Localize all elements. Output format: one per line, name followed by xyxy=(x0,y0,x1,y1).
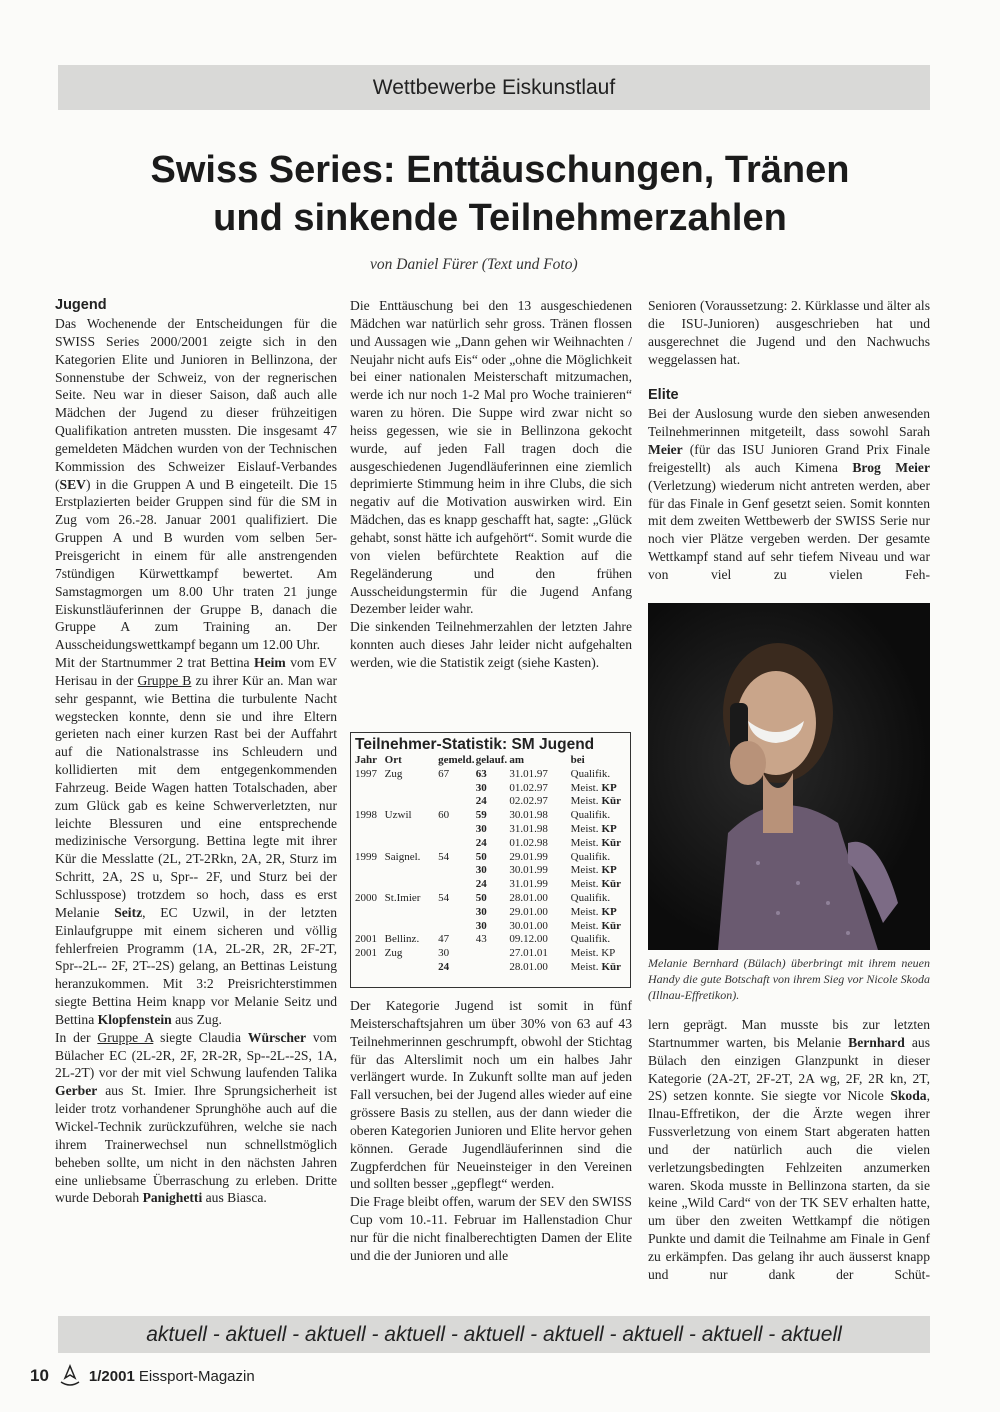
cell-bei xyxy=(571,851,630,865)
paragraph xyxy=(648,1016,930,1284)
bold-name: Gerber xyxy=(55,1083,98,1099)
cell-am: 01.02.97 xyxy=(509,781,548,794)
cell-gemeld xyxy=(438,795,476,809)
text-run: (Verletzung) wiederum nicht antreten werden, aber für das Finale in Genf gesetzt seien. Somit konnten mit dem zweiten Wettbewerb der SWISS Serie nur noch vier Plätze vergeben werden. Der gesamte Wettkampf stand auf sehr tiefem Niveau und war von viel zu vielen Feh- xyxy=(648,477,930,582)
article-title xyxy=(0,146,1000,242)
text-run: Die Enttäuschung bei den 13 ausgeschiedenen Mädchen war natürlich sehr gross. Tränen flossen und Aussagen wie „Dann gehen wir Weihnachten / Neujahr nicht aufs Eis“ oder „ohne die Möglichkeit bei einer nationalen Meisterschaft mitzumachen, werde ich nur noch 1-2 Mal pro Woche trainieren“ waren zu hören. Die Suppe wird zwar nicht so heiss gegessen, wie sie in Bellinzona gekocht wurde, auf jeden Fall tragen doch die ausgeschiedenen Jugendläuferinnen eine ziemlich deprimierte Stimmung heim in ihre Clubs, die sich negativ auf die Motivation auswirken wird. Ein Mädchen, das es knapp geschafft hat, sagte: „Glück gehabt, sonst hätte ich aufgehört“. Somit wurde die von vielen befürchtete Reaktion auf die Regeländerung und den frühen Ausscheidungstermin für die Jugend Anfang Dezember leider wahr. xyxy=(350,298,632,617)
text-run: , Ilnau-Effretikon, der die Ärzte wegen ihrer Fussverletzung von einem Start abgeraten hatten und der natürlich auch die vielen verletzungsbedingten Fehlzeiten anzumerken waren. Skoda musste in Bellinzona starten, da sie keine „Wild Card“ von der TK SEV erhalten hatte, um über den zweiten Wettkampf die nötigen Punkte und damit die Teilnahme am Finale in Genf zu erkämpfen. Das gelang ihr auch äusserst knapp und nur dank der Schüt- xyxy=(648,1088,930,1282)
paragraph xyxy=(55,315,337,654)
cell-program: KP xyxy=(601,781,617,794)
cell-am: 09.12.00 xyxy=(509,933,548,946)
table-row xyxy=(351,864,630,878)
cell-bei-text: Qualifik. xyxy=(570,767,611,780)
cell-gelauf: 24 xyxy=(475,878,487,891)
cell-bei xyxy=(571,947,630,961)
column-2-bottom xyxy=(350,997,632,1265)
banner-text: aktuell - aktuell - aktuell - aktuell - aktuell - aktuell - aktuell - aktuell - aktuell xyxy=(146,1322,842,1346)
bold-name: Brog Meier xyxy=(852,459,930,475)
text-run: vom Bülacher EC (2L-2R, 2F, 2R-2R, Sp--2L--2S, 1A, 2L-2T) vor der mit viel Schwung laufenden Talika xyxy=(55,1029,337,1081)
cell-bei xyxy=(571,782,630,796)
cell-gelauf: 30 xyxy=(475,905,487,918)
cell-jahr xyxy=(355,878,385,892)
cell-gemeld: 47 xyxy=(438,933,450,946)
text-run: (für das ISU Junioren Grand Prix Finale freigestellt) als auch Kimena xyxy=(648,442,930,475)
page-number: 10 xyxy=(30,1366,49,1385)
bold-name: Klopfenstein xyxy=(97,1011,172,1027)
cell-bei xyxy=(571,809,630,823)
cell-ort xyxy=(385,795,438,809)
cell-am: 30.01.98 xyxy=(509,809,548,822)
cell-bei-text: Meist. xyxy=(570,836,599,849)
paragraph xyxy=(648,405,930,583)
cell-bei-text: Meist. xyxy=(570,864,599,877)
magazine-name: Eissport-Magazin xyxy=(138,1367,255,1385)
cell-bei-text: Meist. xyxy=(570,795,599,808)
col-header: gelauf. xyxy=(475,754,508,766)
cell-ort xyxy=(385,782,438,796)
cell-jahr xyxy=(355,961,385,975)
text-run: Mit der Startnummer 2 trat Bettina xyxy=(55,655,255,671)
column-1 xyxy=(55,296,337,1207)
cell-gemeld xyxy=(438,837,476,851)
cell-jahr: 2001 xyxy=(355,947,377,960)
cell-gelauf: 50 xyxy=(475,891,487,904)
cell-am: 31.01.98 xyxy=(509,822,548,835)
cell-gelauf: 30 xyxy=(475,781,487,794)
bold-name: Würscher xyxy=(247,1029,306,1045)
cell-gelauf: 24 xyxy=(475,795,487,808)
cell-gemeld: 30 xyxy=(438,947,450,960)
bold-name: Meier xyxy=(648,442,683,458)
cell-program: Kür xyxy=(601,960,622,973)
cell-bei xyxy=(571,906,630,920)
title-line: und sinkende Teilnehmerzahlen xyxy=(213,197,787,239)
table-row xyxy=(351,809,630,823)
paragraph xyxy=(350,1193,632,1264)
cell-jahr: 2001 xyxy=(355,933,377,946)
col-header: am xyxy=(509,754,524,766)
cell-gelauf: 30 xyxy=(475,919,487,932)
bold-name: Skoda xyxy=(890,1088,927,1104)
cell-gemeld: 67 xyxy=(438,767,450,780)
text-run: Das Wochenende der Entscheidungen für die SWISS Series 2000/2001 zeigte sich in den Kategorien Elite und Junioren in Bellinzona, der Sonnenstube der Schweiz, von der regnerischen Seite. Neu war in dieser Saison, daß auch alle Mädchen der Jugend zu dieser frühzeitigen Qualifikation antreten mussten. Die insgesamt 47 gemeldeten Mädchen wurden von der Technischen Kommission des Schweizer Eislauf-Verbandes ( xyxy=(55,316,337,492)
cell-am: 27.01.01 xyxy=(509,947,548,960)
page-footer xyxy=(30,1364,255,1388)
text-run: Bei der Auslosung wurde den sieben anwesenden Teilnehmerinnen mitgeteilt, dass sowohl Sarah xyxy=(648,406,930,440)
cell-gemeld: 54 xyxy=(438,850,450,863)
cell-bei xyxy=(571,795,630,809)
cell-program: KP xyxy=(601,864,617,877)
cell-bei-text: Meist. KP xyxy=(570,947,616,960)
col-header: Jahr xyxy=(355,754,377,766)
cell-am: 31.01.99 xyxy=(509,878,548,891)
table-row xyxy=(351,961,630,975)
cell-am: 30.01.99 xyxy=(509,864,548,877)
table-row xyxy=(351,878,630,892)
bold-name: SEV xyxy=(59,476,86,492)
text-run: Der Kategorie Jugend ist somit in fünf Meisterschaftsjahren um über 30% von 63 auf 43 Teilnehmerinnen geschrumpft, obwohl der Stichtag für das Alterslimit noch um ein halbes Jahr verlängert wurde. In Zukunft sollte man auf jeden Fall versuchen, bei der Jugend alles wieder auf eine grössere Basis zu stellen, aus der dann wieder die oberen Kategorien Junioren und Elite hervor gehen können. Gerade Jugendläuferinnen sind die Zugpferdchen für Neueinsteiger in den Vereinen und sollten besser „gepflegt“ werden. xyxy=(350,998,632,1192)
cell-am: 28.01.00 xyxy=(509,891,548,904)
underlined-text: Gruppe A xyxy=(97,1029,154,1045)
text-run: In der xyxy=(55,1029,98,1045)
cell-gelauf xyxy=(476,961,510,975)
cell-bei xyxy=(571,768,630,782)
paragraph xyxy=(350,297,632,618)
cell-bei-text: Meist. xyxy=(570,781,599,794)
cell-ort: St.Imier xyxy=(384,891,421,904)
photo-caption: Melanie Bernhard (Bülach) überbringt mit ihrem neuen Handy die gute Botschaft von ihrem Sieg vor Nicole Skoda (Illnau-Effretikon). xyxy=(648,956,930,1002)
cell-jahr xyxy=(355,782,385,796)
cell-jahr xyxy=(355,906,385,920)
cell-gemeld xyxy=(438,920,476,934)
text-run: siegte Claudia xyxy=(153,1029,248,1045)
cell-gelauf: 63 xyxy=(475,767,487,780)
cell-bei-text: Qualifik. xyxy=(570,809,611,822)
cell-gemeld xyxy=(438,906,476,920)
cell-gelauf: 59 xyxy=(475,809,487,822)
heading-jugend: Jugend xyxy=(55,297,107,313)
cell-gemeld: 24 xyxy=(438,960,450,973)
underlined-text: Gruppe B xyxy=(137,672,192,688)
photo-melanie-bernhard xyxy=(648,603,930,950)
cell-jahr: 1997 xyxy=(355,767,377,780)
cell-ort xyxy=(385,906,438,920)
bold-name: Panighetti xyxy=(142,1190,203,1206)
cell-gemeld xyxy=(438,864,476,878)
cell-gelauf: 43 xyxy=(475,933,487,946)
cell-jahr xyxy=(355,837,385,851)
cell-ort: Bellinz. xyxy=(384,933,420,946)
cell-ort: Zug xyxy=(384,947,403,960)
cell-program: KP xyxy=(601,905,617,918)
cell-bei xyxy=(571,823,630,837)
cell-bei-text: Qualifik. xyxy=(570,850,611,863)
cell-ort xyxy=(385,961,438,975)
section-header-bar xyxy=(58,65,930,110)
cell-gelauf: 30 xyxy=(475,822,487,835)
text-run: vom EV Herisau in der xyxy=(55,655,337,688)
table-row xyxy=(351,837,630,851)
cell-am: 28.01.00 xyxy=(509,960,548,973)
column-3-top xyxy=(648,297,930,584)
cell-bei xyxy=(571,878,630,892)
cell-ort: Zug xyxy=(384,767,403,780)
cell-bei-text: Meist. xyxy=(570,960,599,973)
cell-am: 30.01.00 xyxy=(509,919,548,932)
cell-bei xyxy=(571,933,630,947)
column-2-top xyxy=(350,297,632,672)
title-line: Swiss Series: Enttäuschungen, Tränen xyxy=(150,149,850,191)
cell-ort xyxy=(385,823,438,837)
cell-program: KP xyxy=(601,822,617,835)
cell-jahr: 2000 xyxy=(355,891,377,904)
col-header: bei xyxy=(570,754,585,766)
cell-bei-text: Meist. xyxy=(570,878,599,891)
text-run: ) in die Gruppen A und B eingeteilt. Die 15 Erstplazierten beider Gruppen sind für die SM in Zug vom 26.-28. Januar 2001 qualifiziert. Die Gruppen A und B wurden vom selben 5er-Preisgericht in einem für alle anstrengenden 7stündigen Kürwettkampf bewertet. Am Samstagmorgen um 8.00 Uhr traten 21 junge Eiskunstläuferinnen der Gruppe B, danach die Gruppe A zum Training an. Der Ausscheidungswettkampf begann um 12.00 Uhr. xyxy=(55,476,337,653)
bold-name: Heim xyxy=(254,655,286,671)
bold-name: Bernhard xyxy=(848,1034,905,1050)
cell-bei-text: Qualifik. xyxy=(570,933,611,946)
col-header: Ort xyxy=(384,754,402,766)
table-row xyxy=(351,947,630,961)
paragraph xyxy=(350,997,632,1193)
cell-jahr xyxy=(355,920,385,934)
cell-gemeld: 54 xyxy=(438,891,450,904)
stats-table-title: Teilnehmer-Statistik: SM Jugend xyxy=(355,736,595,753)
cell-bei xyxy=(571,864,630,878)
table-row xyxy=(351,795,630,809)
text-run: lern geprägt. Man musste bis zur letzten Startnummer warten, bis Melanie xyxy=(648,1017,930,1050)
cell-gelauf: 24 xyxy=(475,836,487,849)
magazine-logo-icon xyxy=(57,1364,83,1388)
cell-bei-text: Meist. xyxy=(570,822,599,835)
cell-ort: Saignel. xyxy=(384,850,421,863)
cell-gelauf: 30 xyxy=(475,864,487,877)
cell-jahr: 1999 xyxy=(355,850,377,863)
cell-bei xyxy=(571,920,630,934)
text-run: Senioren (Voraussetzung: 2. Kürklasse und älter als die ISU-Junioren) ausgeschrieben hat und ausgerechnet die Jugend und den Nachwuchs weggelassen hat. xyxy=(648,298,930,367)
cell-bei-text: Qualifik. xyxy=(570,891,611,904)
text-run: aus Bülach den einzigen Glanzpunkt in dieser Kategorie (2A-2T, 2F-2T, 2A wg, 2F, 2R kn, 2T, 2S) setzen konnte. Sie siegte vor Nicole xyxy=(648,1034,930,1104)
byline: von Daniel Fürer (Text und Foto) xyxy=(370,256,578,273)
cell-am: 29.01.99 xyxy=(509,850,548,863)
aktuell-banner xyxy=(58,1316,930,1353)
cell-am: 02.02.97 xyxy=(509,795,548,808)
table-row xyxy=(351,920,630,934)
section-title: Wettbewerbe Eiskunstlauf xyxy=(372,75,616,99)
cell-gemeld xyxy=(438,878,476,892)
cell-bei-text: Meist. xyxy=(570,919,599,932)
table-row xyxy=(351,782,630,796)
cell-gemeld xyxy=(438,782,476,796)
cell-jahr: 1998 xyxy=(355,809,377,822)
text-run: aus Biasca. xyxy=(202,1190,267,1206)
issue-number: 1/2001 xyxy=(88,1367,135,1385)
text-run: Die Frage bleibt offen, warum der SEV den SWISS Cup vom 10.-11. Februar im Hallenstadion Chur nur für die nicht finalberechtigten Damen der Elite und die der Junioren und alle xyxy=(350,1194,632,1263)
cell-program: Kür xyxy=(601,878,622,891)
cell-program: Kür xyxy=(601,919,622,932)
table-row xyxy=(351,823,630,837)
column-3-bottom xyxy=(648,1016,930,1284)
cell-gemeld xyxy=(438,823,476,837)
cell-ort: Uzwil xyxy=(384,809,412,822)
table-row xyxy=(351,768,630,782)
heading-elite: Elite xyxy=(648,387,679,404)
cell-jahr xyxy=(355,864,385,878)
paragraph xyxy=(350,618,632,672)
cell-ort xyxy=(385,920,438,934)
text-run: Die sinkenden Teilnehmerzahlen der letzten Jahre konnten auch dieses Jahr leider nicht aufgehalten werden, wie die Statistik zeigt (siehe Kasten). xyxy=(350,619,632,670)
text-run: aus St. Imier. Ihre Sprungsicherheit ist leider trotz vorhandener Sprunghöhe auch auf die Wickel-Technik zurückzuführen, welche sie nach ihrem Trainerwechsel nun schnellstmöglich beheben sollte, um nicht in den nächsten Jahren eine unliebsame Überraschung zu erleben. Dritte wurde Deborah xyxy=(55,1083,337,1206)
cell-ort xyxy=(385,837,438,851)
table-row xyxy=(351,851,630,865)
text-run: zu ihrer Kür an. Man war sehr gespannt, wie Bettina die turbulente Nacht wegstecken konnte, denn sie und ihre Eltern gerieten nach einer kurzen Rast bei der Auffahrt auf die Nationalstrasse ins Schleudern und kollidierten mit dem entgegenkommenden Fahrzeug. Beide Wagen hatten Totalschaden, aber zum Glück gab es keine Schwerverletzten, nur leichte Blessuren und eine entsprechende medizinische Versorgung. Bettina legte mit ihrer Kür die Messlatte (2L, 2T-2Rkn, 2A, 2R, Sturz im Schritt, 2A, 2S u, Spr-- 2F, und Sturz bei der Schlusspose) trotzdem so hoch, dass es erst Melanie xyxy=(55,672,338,920)
cell-am: 29.01.00 xyxy=(509,905,548,918)
cell-am: 01.02.98 xyxy=(509,836,548,849)
paragraph xyxy=(55,1029,337,1207)
table-row xyxy=(351,906,630,920)
cell-gemeld: 60 xyxy=(438,809,450,822)
stats-table xyxy=(350,732,631,988)
text-run: , EC Uzwil, in der letzten Einlaufgruppe mit einem sicheren und völlig fehlerfreien Programm (1A, 2L-2R, 2R, 2F-2T, Spr--2L-- 2F, 2T--2S) gelang, an Bettinas Leistung heranzukommen. Mit 3:2 Preisrichterstimmen siegte Bettina Heim knapp vor Melanie Seitz und Bettina xyxy=(55,904,337,1027)
table-row xyxy=(351,892,630,906)
cell-bei-text: Meist. xyxy=(570,905,599,918)
cell-jahr xyxy=(355,823,385,837)
cell-ort xyxy=(385,864,438,878)
cell-am: 31.01.97 xyxy=(509,767,548,780)
cell-bei xyxy=(571,837,630,851)
paragraph xyxy=(55,654,337,1029)
table-row xyxy=(351,933,630,947)
stats-table-header xyxy=(351,754,630,768)
cell-bei xyxy=(571,892,630,906)
bold-name: Seitz xyxy=(114,904,143,920)
cell-ort xyxy=(385,878,438,892)
cell-program: Kür xyxy=(601,795,622,808)
text-run: aus Zug. xyxy=(171,1011,222,1027)
cell-gelauf: 50 xyxy=(475,850,487,863)
paragraph xyxy=(648,297,930,368)
cell-jahr xyxy=(355,795,385,809)
col-header: gemeld. xyxy=(438,754,475,766)
cell-gelauf xyxy=(476,947,510,961)
cell-bei xyxy=(571,961,630,975)
cell-program: Kür xyxy=(601,836,622,849)
